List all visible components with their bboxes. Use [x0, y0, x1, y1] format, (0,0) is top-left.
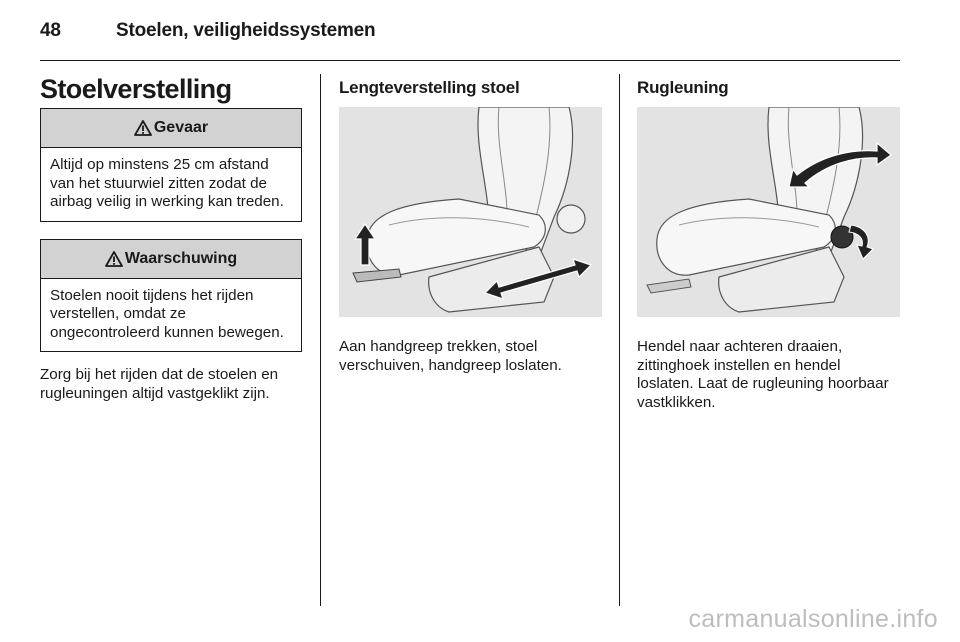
backrest-text: Hendel naar achteren draaien, zittinghoek instellen en hendel loslaten. Laat de rugleuning hoorbaar vastklikken. — [637, 338, 889, 411]
longitudinal-title: Lengteverstelling stoel — [339, 78, 520, 97]
watermark: carmanualsonline.info — [688, 605, 938, 633]
column-divider — [320, 74, 321, 606]
latch-note: Zorg bij het rijden dat de stoelen en rugleuningen altijd vastgeklikt zijn. — [40, 366, 279, 402]
column-middle — [339, 74, 602, 375]
seat-longitudinal-illustration — [339, 107, 602, 317]
section-title: Stoelverstelling — [40, 74, 232, 104]
danger-box-header — [41, 109, 301, 148]
column-left — [40, 74, 302, 403]
backrest-recline-icon — [637, 107, 900, 317]
warning-triangle-icon — [105, 251, 123, 267]
warning-box-text: Stoelen nooit tijdens het rijden verstellen, omdat ze ongecontroleerd kunnen bewegen. — [50, 286, 284, 341]
seat-backrest-illustration — [637, 107, 900, 317]
chapter-title: Stoelen, veiligheidssystemen — [116, 20, 376, 41]
column-divider — [619, 74, 620, 606]
warning-box-header — [41, 240, 301, 279]
page-header — [40, 20, 375, 42]
column-right — [637, 74, 900, 412]
warning-box-heading: Waarschuwing — [124, 249, 238, 267]
header-divider — [40, 60, 900, 61]
warning-box — [40, 239, 302, 353]
danger-box — [40, 108, 302, 222]
danger-box-heading: Gevaar — [153, 119, 209, 136]
page-number: 48 — [40, 20, 61, 41]
seat-slide-icon — [339, 107, 602, 317]
longitudinal-text: Aan handgreep trekken, stoel verschuiven, handgreep loslaten. — [339, 338, 562, 374]
danger-box-text: Altijd op minstens 25 cm afstand van het stuurwiel zitten zodat de airbag veilig in werking kan treden. — [50, 156, 284, 210]
warning-triangle-icon — [134, 120, 152, 136]
backrest-title: Rugleuning — [637, 78, 729, 97]
